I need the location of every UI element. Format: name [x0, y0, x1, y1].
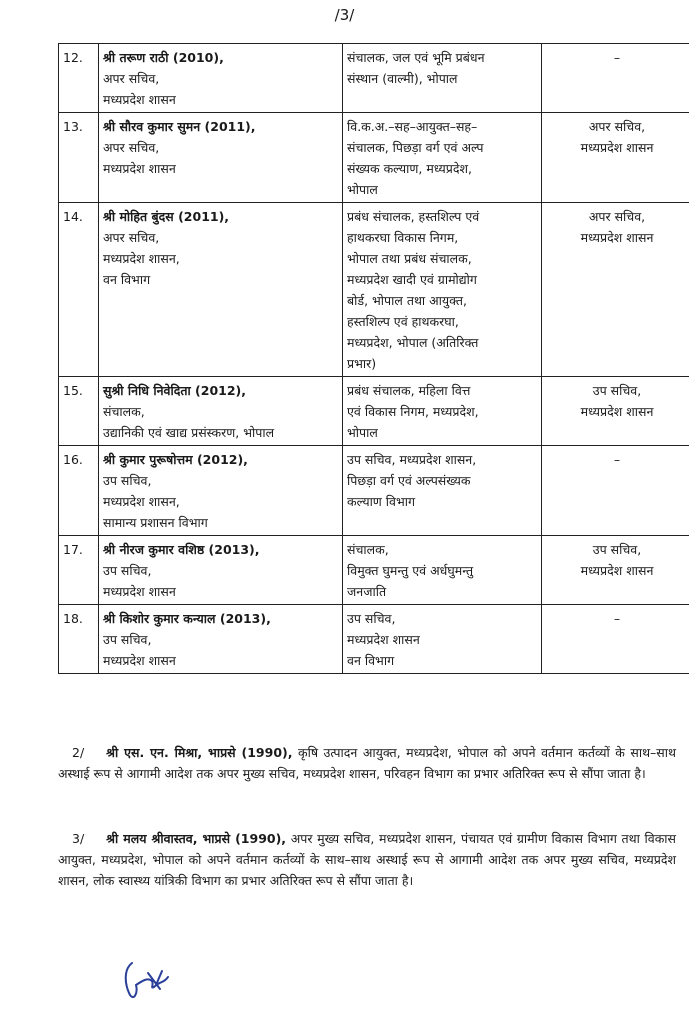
serial-number: 12. — [59, 44, 99, 113]
rank-cell — [542, 605, 689, 674]
table-row — [59, 536, 689, 605]
officer-cell — [99, 377, 343, 446]
new-posting-cell — [343, 605, 542, 674]
rank-line: उप सचिव, — [592, 383, 642, 398]
posting-line: प्रबंध संचालक, हस्तशिल्प एवं — [347, 209, 480, 224]
officer-detail: मध्यप्रदेश शासन, — [103, 494, 180, 509]
rank-line: मध्यप्रदेश शासन — [580, 563, 654, 578]
posting-line: हाथकरघा विकास निगम, — [347, 230, 459, 245]
officer-name: श्री नीरज कुमार वशिष्ठ (2013), — [103, 542, 260, 557]
serial-number: 15. — [59, 377, 99, 446]
officer-name: श्री कुमार पुरूषोत्तम (2012), — [103, 452, 248, 467]
rank-line: – — [613, 452, 621, 467]
officer-name: श्री मोहित बुंदस (2011), — [103, 209, 230, 224]
rank-cell — [542, 377, 689, 446]
paragraph-3 — [58, 828, 676, 891]
table-row — [59, 446, 689, 536]
officer-detail: उद्यानिकी एवं खाद्य प्रसंस्करण, भोपाल — [103, 425, 275, 440]
officer-detail: मध्यप्रदेश शासन — [103, 653, 176, 668]
officer-detail: सामान्य प्रशासन विभाग — [103, 515, 208, 530]
posting-line: भोपाल — [347, 182, 378, 197]
officer-cell — [99, 605, 343, 674]
posting-line: उप सचिव, — [347, 611, 396, 626]
new-posting-cell — [343, 203, 542, 377]
rank-line: अपर सचिव, — [588, 119, 646, 134]
officer-detail: मध्यप्रदेश शासन, — [103, 251, 180, 266]
table-row — [59, 113, 689, 203]
posting-line: मध्यप्रदेश खादी एवं ग्रामोद्योग — [347, 272, 477, 287]
posting-line: उप सचिव, मध्यप्रदेश शासन, — [347, 452, 477, 467]
rank-cell — [542, 536, 689, 605]
new-posting-cell — [343, 536, 542, 605]
posting-line: पिछड़ा वर्ग एवं अल्पसंख्यक — [347, 473, 471, 488]
table-row — [59, 44, 689, 113]
officer-detail: अपर सचिव, — [103, 140, 160, 155]
posting-line: कल्याण विभाग — [347, 494, 416, 509]
rank-cell — [542, 446, 689, 536]
posting-line: संस्थान (वाल्मी), भोपाल — [347, 71, 458, 86]
serial-number: 18. — [59, 605, 99, 674]
officer-name: श्री सौरव कुमार सुमन (2011), — [103, 119, 256, 134]
posting-line: संचालक, पिछड़ा वर्ग एवं अल्प — [347, 140, 484, 155]
paragraph-number: 2/ — [72, 745, 85, 760]
serial-number: 13. — [59, 113, 99, 203]
officer-detail: उप सचिव, — [103, 473, 152, 488]
new-posting-cell — [343, 44, 542, 113]
officer-name: श्री तरूण राठी (2010), — [103, 50, 224, 65]
serial-number: 14. — [59, 203, 99, 377]
rank-line: मध्यप्रदेश शासन — [580, 230, 654, 245]
paragraph-text: अपर मुख्य सचिव, मध्यप्रदेश शासन, पंचायत एवं ग्रामीण विकास विभाग तथा विकास आयुक्त, मध्यप्रदेश, भोपाल को अपने वर्तमान कर्तव्यों के साथ–साथ अस्थाई रूप से आगामी आदेश तक अपर मुख्य सचिव, मध्यप्रदेश शासन, लोक स्वास्थ्य यांत्रिकी विभाग का प्रभार अतिरिक्त रूप से सौंपा जाता है। — [58, 831, 676, 888]
officer-detail: मध्यप्रदेश शासन — [103, 584, 176, 599]
new-posting-cell — [343, 113, 542, 203]
new-posting-cell — [343, 377, 542, 446]
officer-name: श्री मलय श्रीवास्तव, भाप्रसे (1990), — [106, 831, 287, 846]
officer-cell — [99, 203, 343, 377]
posting-line: वि.क.अ.–सह–आयुक्त–सह– — [347, 119, 478, 134]
posting-line: मध्यप्रदेश, भोपाल (अतिरिक्त — [347, 335, 479, 350]
posting-line: जनजाति — [347, 584, 387, 599]
page-number: /3/ — [334, 6, 355, 24]
paragraph-2 — [58, 742, 676, 784]
officer-detail: वन विभाग — [103, 272, 151, 287]
officer-cell — [99, 113, 343, 203]
officer-detail: उप सचिव, — [103, 563, 152, 578]
officer-detail: संचालक, — [103, 404, 145, 419]
serial-number: 17. — [59, 536, 99, 605]
posting-line: हस्तशिल्प एवं हाथकरघा, — [347, 314, 459, 329]
officer-cell — [99, 44, 343, 113]
posting-line: मध्यप्रदेश शासन — [347, 632, 420, 647]
officer-detail: मध्यप्रदेश शासन — [103, 92, 176, 107]
officer-cell — [99, 536, 343, 605]
officer-detail: उप सचिव, — [103, 632, 152, 647]
officer-detail: अपर सचिव, — [103, 71, 160, 86]
rank-line: मध्यप्रदेश शासन — [580, 140, 654, 155]
rank-line: मध्यप्रदेश शासन — [580, 404, 654, 419]
posting-line: विमुक्त घुमन्तु एवं अर्धघुमन्तु — [347, 563, 474, 578]
rank-line: अपर सचिव, — [588, 209, 646, 224]
table-row — [59, 605, 689, 674]
posting-line: प्रबंध संचालक, महिला वित्त — [347, 383, 471, 398]
officer-name: सुश्री निधि निवेदिता (2012), — [103, 383, 247, 398]
posting-line: बोर्ड, भोपाल तथा आयुक्त, — [347, 293, 467, 308]
officer-name: श्री एस. एन. मिश्रा, भाप्रसे (1990), — [106, 745, 293, 760]
rank-cell — [542, 113, 689, 203]
posting-line: संचालक, जल एवं भूमि प्रबंधन — [347, 50, 485, 65]
officer-cell — [99, 446, 343, 536]
posting-line: प्रभार) — [347, 356, 377, 371]
posting-line: वन विभाग — [347, 653, 395, 668]
rank-cell — [542, 44, 689, 113]
officer-detail: मध्यप्रदेश शासन — [103, 161, 176, 176]
new-posting-cell — [343, 446, 542, 536]
table-row — [59, 203, 689, 377]
posting-line: संख्यक कल्याण, मध्यप्रदेश, — [347, 161, 473, 176]
signature — [118, 955, 178, 1003]
rank-cell — [542, 203, 689, 377]
posting-line: भोपाल — [347, 425, 378, 440]
rank-line: – — [613, 611, 621, 626]
officer-name: श्री किशोर कुमार कन्याल (2013), — [103, 611, 271, 626]
posting-line: एवं विकास निगम, मध्यप्रदेश, — [347, 404, 479, 419]
officer-detail: अपर सचिव, — [103, 230, 160, 245]
paragraph-number: 3/ — [72, 831, 85, 846]
posting-line: संचालक, — [347, 542, 389, 557]
posting-line: भोपाल तथा प्रबंध संचालक, — [347, 251, 472, 266]
rank-line: उप सचिव, — [592, 542, 642, 557]
rank-line: – — [613, 50, 621, 65]
table-row — [59, 377, 689, 446]
transfer-table — [58, 43, 689, 674]
paragraph-text: कृषि उत्पादन आयुक्त, मध्यप्रदेश, भोपाल को अपने वर्तमान कर्तव्यों के साथ–साथ अस्थाई रूप से आगामी आदेश तक अपर मुख्य सचिव, मध्यप्रदेश शासन, परिवहन विभाग का प्रभार अतिरिक्त रूप से सौंपा जाता है। — [58, 745, 676, 781]
serial-number: 16. — [59, 446, 99, 536]
